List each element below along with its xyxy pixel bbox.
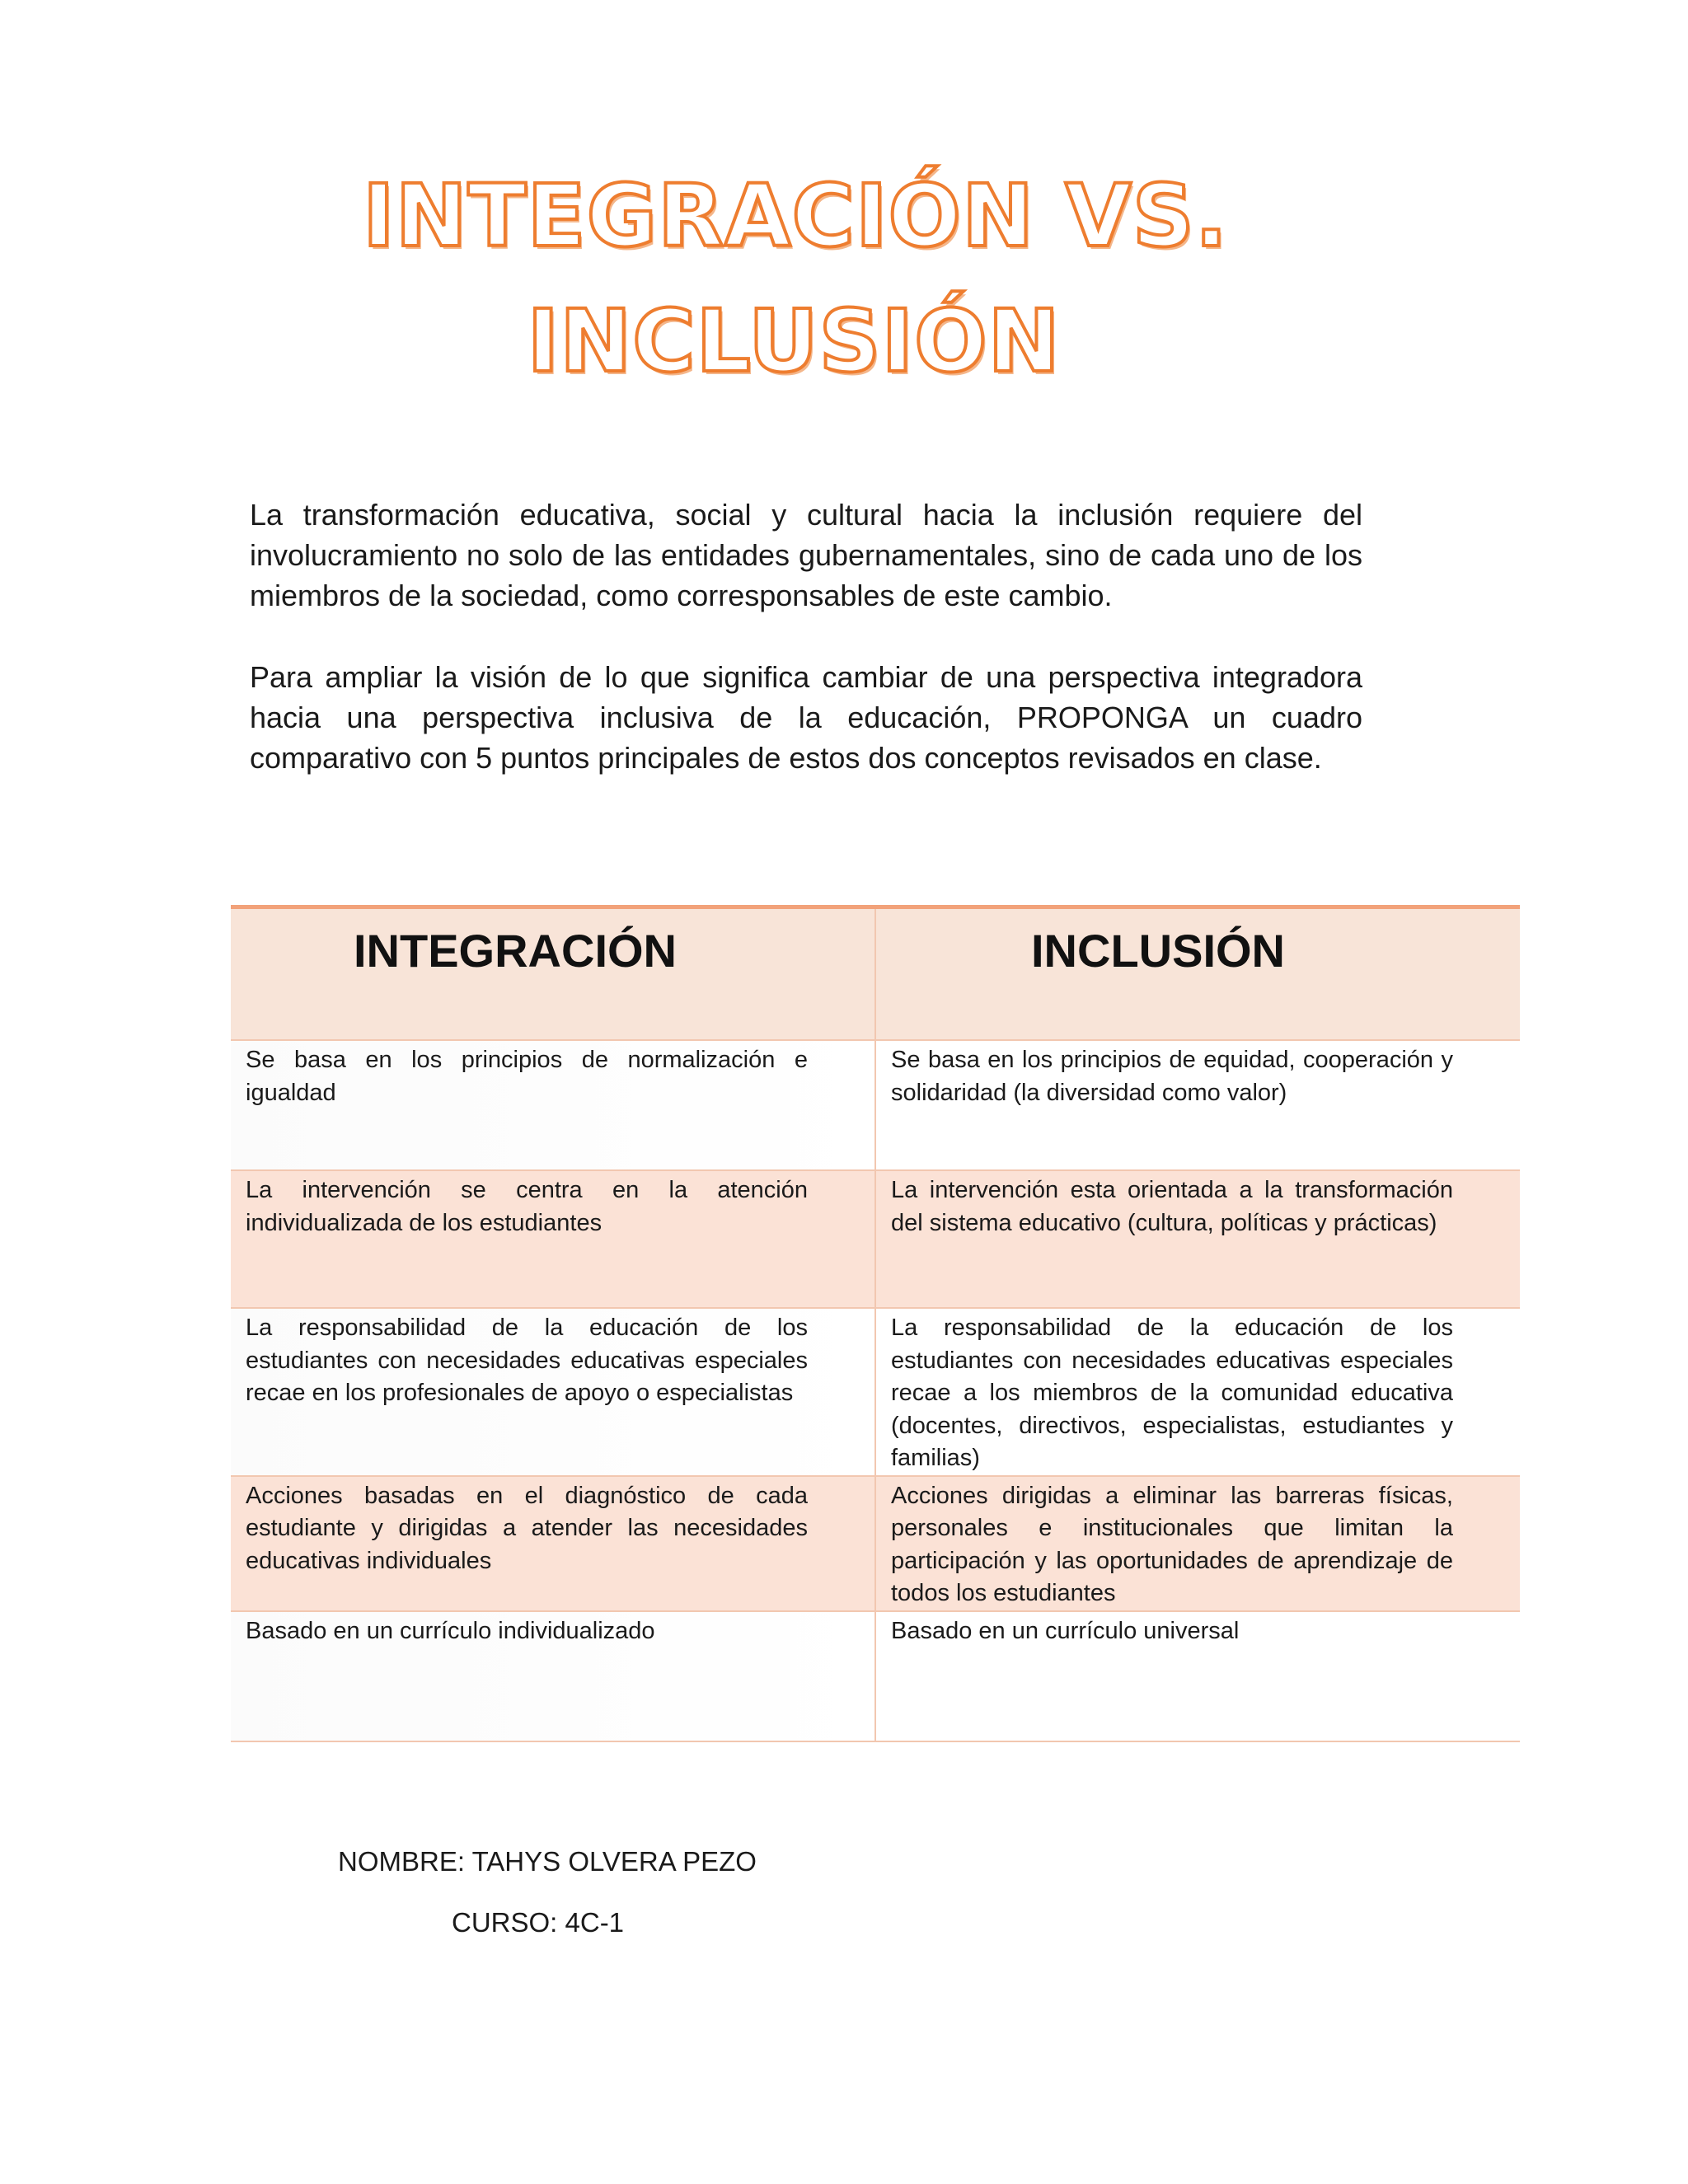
document-title-line-2: INCLUSIÓN [527, 291, 1061, 391]
cell-integracion [231, 1308, 875, 1476]
table-row [231, 1308, 1520, 1476]
table-row [231, 1170, 1520, 1308]
cell-integracion [231, 1476, 875, 1611]
cell-integracion [231, 1170, 875, 1308]
cell-text: Basado en un currículo individualizado [246, 1617, 655, 1644]
cell-integracion [231, 1040, 875, 1170]
cell-inclusion [875, 1611, 1520, 1741]
header-inclusion [875, 907, 1520, 1041]
cell-text: Se basa en los principios de normalización e igualdad [246, 1047, 808, 1106]
cell-inclusion [875, 1170, 1520, 1308]
intro-paragraph-2: Para ampliar la visión de lo que significa cambiar de una perspectiva integradora hacia una perspectiva inclusiva de la educación, PROPONGA un cuadro comparativo con 5 puntos principales de estos dos conceptos revisados en clase. [250, 660, 1362, 775]
cell-text: Acciones dirigidas a eliminar las barreras físicas, personales e institucionales que limitan la participación y las oportunidades de aprendizaje de todos los estudiantes [891, 1482, 1453, 1606]
header-integracion [231, 907, 875, 1041]
table-header-row [231, 907, 1520, 1041]
table-row [231, 1611, 1520, 1741]
header-label: INCLUSIÓN [1031, 925, 1285, 977]
cell-text: La intervención esta orientada a la transformación del sistema educativo (cultura, políticas y prácticas) [891, 1177, 1453, 1236]
cell-inclusion [875, 1476, 1520, 1611]
cell-inclusion [875, 1308, 1520, 1476]
comparison-table [231, 905, 1520, 1742]
cell-inclusion [875, 1040, 1520, 1170]
table-row [231, 1476, 1520, 1611]
cell-text: La responsabilidad de la educación de los estudiantes con necesidades educativas especiales recae en los profesionales de apoyo o especialistas [246, 1315, 808, 1406]
student-course: CURSO: 4C-1 [452, 1907, 625, 1938]
cell-text: Se basa en los principios de equidad, cooperación y solidaridad (la diversidad como valor) [891, 1047, 1453, 1106]
header-label: INTEGRACIÓN [354, 925, 677, 977]
cell-text: Acciones basadas en el diagnóstico de cada estudiante y dirigidas a atender las necesidades educativas individuales [246, 1482, 808, 1574]
cell-text: Basado en un currículo universal [891, 1617, 1240, 1644]
cell-text: La intervención se centra en la atención individualizada de los estudiantes [246, 1177, 808, 1236]
document-title-line-1: INTEGRACIÓN VS. [362, 166, 1229, 266]
intro-paragraph-1: La transformación educativa, social y cultural hacia la inclusión requiere del involucramiento no solo de las entidades gubernamentales, sino de cada uno de los miembros de la sociedad, como corresponsables de este cambio. [250, 498, 1362, 612]
cell-text: La responsabilidad de la educación de los estudiantes con necesidades educativas especiales recae a los miembros de la comunidad educativa (docentes, directivos, especialistas, estudiantes y familias) [891, 1315, 1453, 1471]
table-row [231, 1040, 1520, 1170]
cell-integracion [231, 1611, 875, 1741]
student-name: NOMBRE: TAHYS OLVERA PEZO [338, 1846, 757, 1877]
